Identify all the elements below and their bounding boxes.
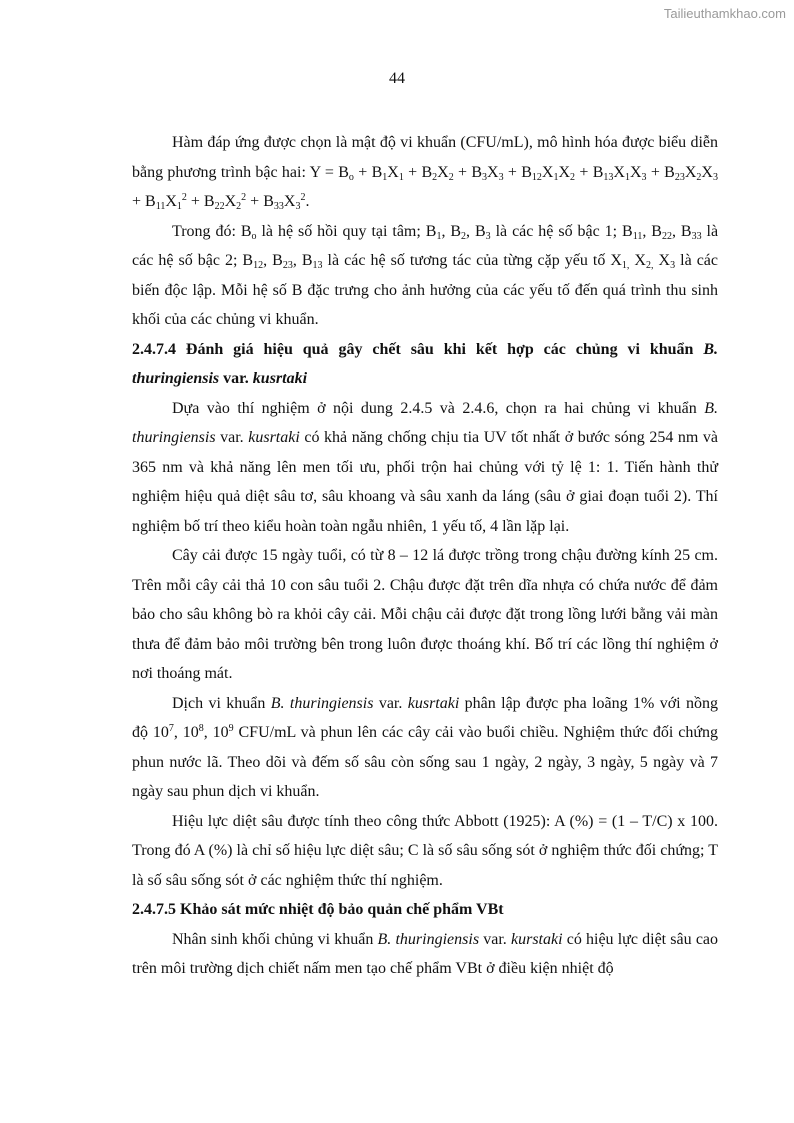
section-heading-2-4-7-5: 2.4.7.5 Khảo sát mức nhiệt độ bảo quản chế phẩm VBt — [132, 901, 504, 918]
paragraph-response-function: Hàm đáp ứng được chọn là mật độ vi khuẩn (CFU/mL), mô hình hóa được biểu diễn bằng phương trình bậc hai: $Y = B_o + B_1X_1 + B_2X_2 + B_3X_3 + B_{12}X_1X_2 + B_{13}X_1X_3 + B_{23}X_2X_3 + B_{11}X_1^2 + B_{22}X_2^2 + B_{33}X_3^2$. — [132, 134, 718, 212]
paragraph-plant-setup: Cây cải được 15 ngày tuổi, có từ 8 – 12 lá được trồng trong chậu đường kính 25 cm. Trên mỗi cây cải thả 10 con sâu tuổi 2. Chậu được đặt trên dĩa nhựa có chứa nước để đảm bảo cho sâu không bò ra khỏi cây cải. Mỗi chậu cải được đặt trong lồng lưới bằng vải màn thưa để đảm bảo môi trường bên trong luôn được thoáng khí. Bố trí các lồng thí nghiệm ở nơi thoáng mát. — [132, 547, 718, 682]
page-number: 44 — [389, 70, 405, 87]
paragraph-abbott-formula: Hiệu lực diệt sâu được tính theo công thức Abbott (1925): A (%) = (1 – T/C) x 100. Trong đó A (%) là chỉ số hiệu lực diệt sâu; C là số sâu sống sót ở nghiệm thức đối chứng; T là số sâu sống sót ở các nghiệm thức thí nghiệm. — [132, 812, 718, 889]
paragraph-spray-treatment: Dịch vi khuẩn B. thuringiensis var. kusrtaki phân lập được pha loãng 1% với nồng độ $10^7$, $10^8$, $10^9$ CFU/mL và phun lên các cây cải vào buổi chiều. Nghiệm thức đối chứng phun nước lã. Theo dõi và đếm số sâu còn sống sau 1 ngày, 2 ngày, 3 ngày, 5 ngày và 7 ngày sau phun dịch vi khuẩn. — [132, 694, 719, 800]
paragraph-coefficients: Trong đó: $B_o$ là hệ số hồi quy tại tâm; $B_1$, $B_2$, $B_3$ là các hệ số bậc 1; $B_{11}$, $B_{22}$, $B_{33}$ là các hệ số bậc 2; $B_{12}$, $B_{23}$, $B_{13}$ là các hệ số tương tác của từng cặp yếu tố $X_{1,}$ $X_{2,}$ $X_3$ là các biến độc lập. Mỗi hệ số B đặc trưng cho ảnh hưởng của các yếu tố đến quá trình thu sinh khối của các chủng vi khuẩn. — [132, 222, 719, 328]
paragraph-strain-selection: Dựa vào thí nghiệm ở nội dung 2.4.5 và 2.4.6, chọn ra hai chủng vi khuẩn B. thuringiensis var. kusrtaki có khả năng chống chịu tia UV tốt nhất ở bước sóng 254 nm và 365 nm và khả năng lên men tối ưu, phối trộn hai chủng với tỷ lệ 1: 1. Tiến hành thử nghiệm hiệu quả diệt sâu tơ, sâu khoang và sâu xanh da láng (sâu ở giai đoạn tuổi 2). Thí nghiệm bố trí theo kiểu hoàn toàn ngẫu nhiên, 1 yếu tố, 4 lần lặp lại. — [132, 399, 719, 535]
section-heading-2-4-7-4: 2.4.7.4 Đánh giá hiệu quả gây chết sâu khi kết hợp các chủng vi khuẩn B. thuringiensis var. kusrtaki — [132, 340, 718, 387]
paragraph-storage-temperature: Nhân sinh khối chủng vi khuẩn B. thuringiensis var. kurstaki có hiệu lực diệt sâu cao trên môi trường dịch chiết nấm men tạo chế phẩm VBt ở điều kiện nhiệt độ — [132, 930, 719, 977]
document-body — [132, 128, 718, 984]
watermark: Tailieuthamkhao.com — [663, 6, 786, 21]
